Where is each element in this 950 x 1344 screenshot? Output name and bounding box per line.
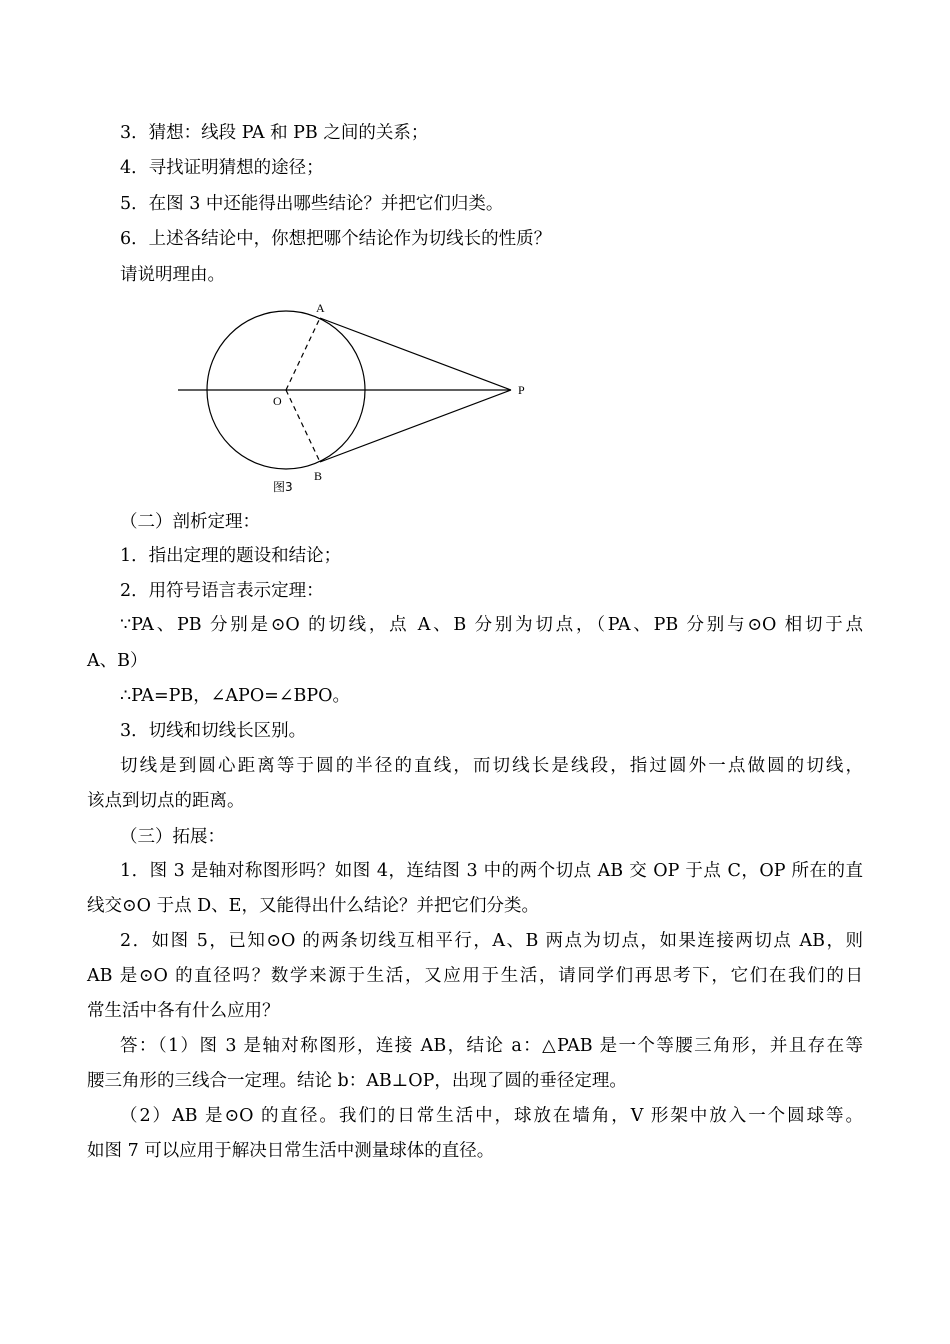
question-5: 5．在图 3 中还能得出哪些结论？并把它们归类。 <box>120 194 504 214</box>
tangent-pb <box>320 390 511 462</box>
extension-q2-line-2: AB 是⊙O 的直径吗？数学来源于生活，又应用于生活，请同学们再思考下，它们在我们的日 <box>87 966 863 986</box>
label-p: P <box>518 383 525 397</box>
extension-q2-line-1: 2．如图 5，已知⊙O 的两条切线互相平行，A、B 两点为切点，如果连接两切点 AB，则 <box>120 931 863 951</box>
radius-ob <box>286 390 320 462</box>
section-2-item-2: 2．用符号语言表示定理： <box>120 581 324 601</box>
explanation-line-2: 该点到切点的距离。 <box>87 791 245 811</box>
extension-q1-line-1: 1．图 3 是轴对称图形吗？如图 4，连结图 3 中的两个切点 AB 交 OP 于点 C，OP 所在的直 <box>120 861 863 881</box>
question-3: 3．猜想：线段 PA 和 PB 之间的关系； <box>120 123 429 143</box>
label-b: B <box>314 469 323 483</box>
question-4: 4．寻找证明猜想的途径； <box>120 158 324 178</box>
question-6: 6．上述各结论中，你想把哪个结论作为切线长的性质？ <box>120 229 552 249</box>
extension-q2-line-3: 常生活中各有什么应用？ <box>87 1001 280 1021</box>
figure-caption: 图3 <box>273 480 293 494</box>
answer-2-line-2: 如图 7 可以应用于解决日常生活中测量球体的直径。 <box>87 1141 495 1161</box>
section-2-heading: （二）剖析定理： <box>120 512 260 532</box>
question-6-continued: 请说明理由。 <box>120 265 225 285</box>
tangent-pa <box>320 318 511 390</box>
section-2-item-1: 1．指出定理的题设和结论； <box>120 546 342 566</box>
theorem-given-line-1: ∵PA、PB 分别是⊙O 的切线，点 A、B 分别为切点，（PA、PB 分别与⊙O 相切于点 <box>120 615 863 635</box>
extension-q1-line-2: 线交⊙O 于点 D、E，又能得出什么结论？并把它们分类。 <box>87 896 539 916</box>
answer-2-line-1: （2）AB 是⊙O 的直径。我们的日常生活中，球放在墙角，V 形架中放入一个圆球等。 <box>120 1106 863 1126</box>
answer-1-line-2: 腰三角形的三线合一定理。结论 b：AB⊥OP，出现了圆的垂径定理。 <box>87 1071 627 1091</box>
section-2-item-3: 3．切线和切线长区别。 <box>120 721 307 741</box>
explanation-line-1: 切线是到圆心距离等于圆的半径的直线，而切线长是线段，指过圆外一点做圆的切线， <box>120 756 863 776</box>
answer-1-line-1: 答：（1）图 3 是轴对称图形，连接 AB，结论 a：△PAB 是一个等腰三角形，并且存在等 <box>120 1036 863 1056</box>
theorem-conclusion: ∴PA=PB，∠APO=∠BPO。 <box>120 686 350 706</box>
label-a: A <box>316 301 325 315</box>
section-3-heading: （三）拓展： <box>120 827 225 847</box>
radius-oa <box>286 318 320 390</box>
figure-3-diagram <box>170 296 540 498</box>
label-o: O <box>273 394 282 408</box>
theorem-given-line-2: A、B） <box>87 651 148 671</box>
